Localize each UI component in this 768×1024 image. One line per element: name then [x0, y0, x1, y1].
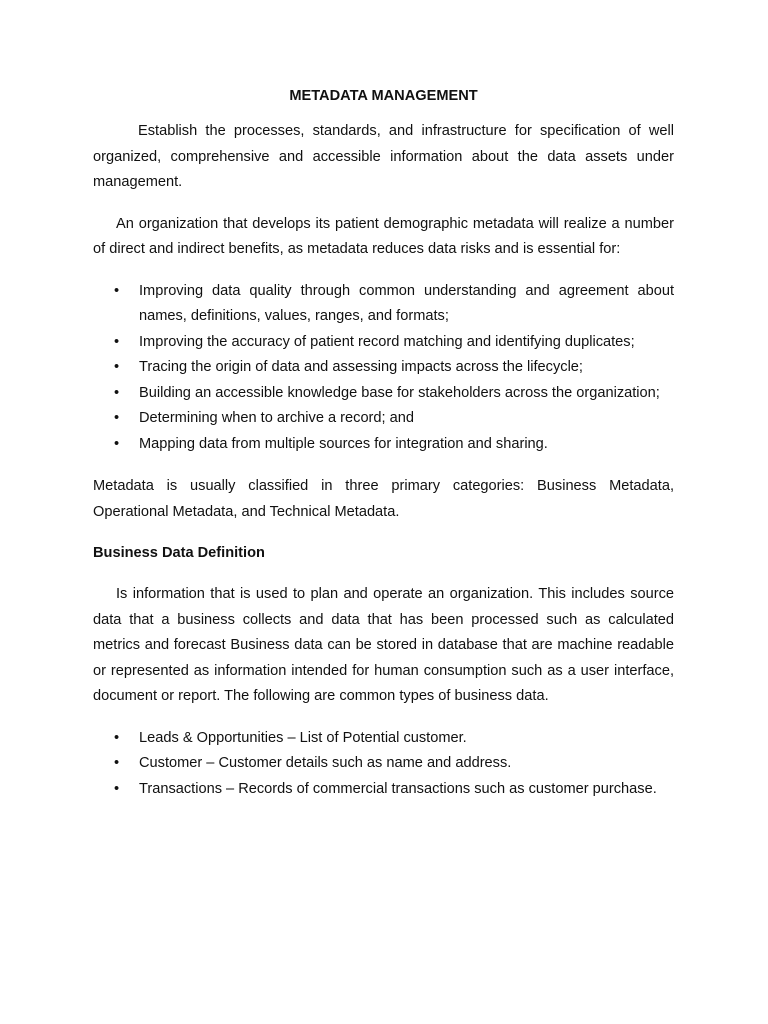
list-item-text: Improving the accuracy of patient record matching and identifying duplicates;	[139, 333, 635, 350]
list-item-text: Building an accessible knowledge base for stakeholders across the organization;	[139, 384, 660, 401]
list-item-text: Mapping data from multiple sources for integration and sharing.	[139, 435, 548, 452]
bullet-icon: •	[114, 435, 120, 452]
list-item-text: Tracing the origin of data and assessing impacts across the lifecycle;	[139, 359, 583, 375]
list-item	[93, 432, 674, 458]
list-item-text: Transactions – Records of commercial transactions such as customer purchase.	[139, 780, 657, 797]
document-body	[93, 86, 674, 819]
list-item	[93, 406, 674, 432]
bullet-icon: •	[114, 359, 120, 375]
bullet-icon: •	[114, 282, 120, 299]
list-item	[93, 355, 674, 381]
list-item-text: Determining when to archive a record; and	[139, 410, 414, 426]
business-data-paragraph: Is information that is used to plan and operate an organization. This includes source data that a business collects and data that has been processed such as calculated metrics and forecast Business data can be stored in database that are machine readable or represented as information intended for human consumption such as a user interface, document or report. The following are common types of business data.	[93, 586, 674, 704]
bullet-icon: •	[114, 384, 120, 401]
bullet-icon: •	[114, 410, 120, 426]
bullet-icon: •	[114, 729, 120, 746]
list-item-text: Improving data quality through common understanding and agreement about names, definitions, values, ranges, and formats;	[139, 282, 674, 324]
benefits-list	[93, 279, 674, 458]
bullet-icon: •	[114, 755, 120, 771]
bullet-icon: •	[114, 333, 120, 350]
list-item-text: Leads & Opportunities – List of Potential customer.	[139, 729, 467, 746]
benefits-intro-paragraph: An organization that develops its patient demographic metadata will realize a number of direct and indirect benefits, as metadata reduces data risks and is essential for:	[93, 215, 674, 257]
list-item	[93, 279, 674, 330]
list-item-text: Customer – Customer details such as name and address.	[139, 755, 512, 771]
list-item	[93, 751, 674, 777]
list-item	[93, 381, 674, 407]
business-types-list	[93, 726, 674, 803]
list-item	[93, 777, 674, 803]
section-heading-business-data: Business Data Definition	[93, 545, 265, 561]
bullet-icon: •	[114, 780, 120, 797]
list-item	[93, 726, 674, 752]
list-item	[93, 330, 674, 356]
intro-paragraph: Establish the processes, standards, and infrastructure for specification of well organized, comprehensive and accessible information about the data assets under management.	[93, 123, 674, 190]
document-title: METADATA MANAGEMENT	[289, 88, 478, 104]
categories-paragraph: Metadata is usually classified in three primary categories: Business Metadata, Operational Metadata, and Technical Metadata.	[93, 478, 674, 520]
